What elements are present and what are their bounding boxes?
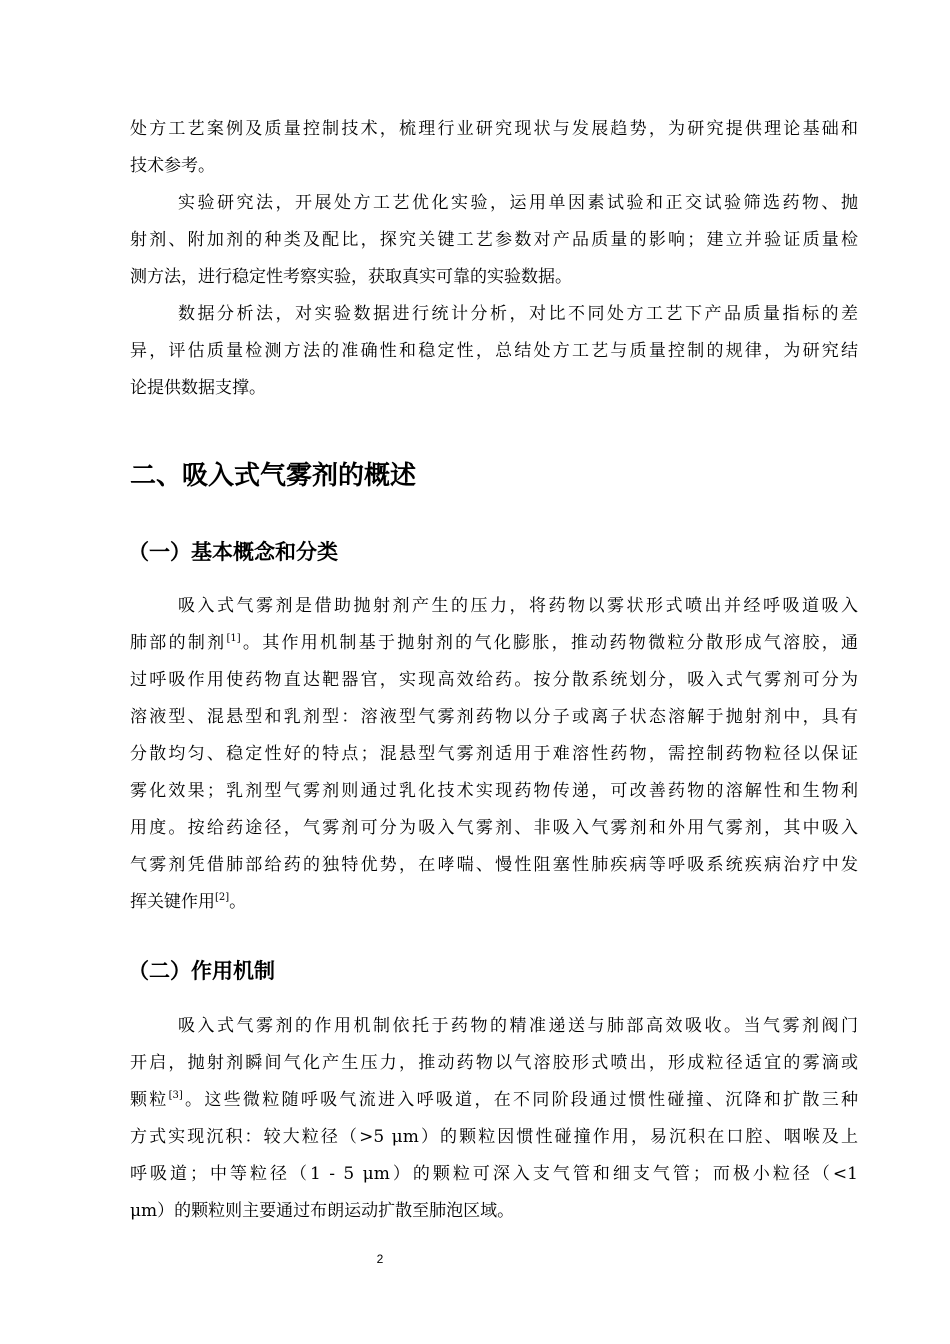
text-segment: 。这些微粒随呼吸气流进入呼吸道，在不同阶段通过惯性碰撞、沉降和扩散三种 [182, 1090, 859, 1110]
text-segment: 肺部的制剂 [130, 633, 227, 653]
text-line [130, 884, 858, 921]
citation-reference[interactable]: [2] [215, 892, 230, 903]
citation-reference[interactable]: [3] [168, 1090, 183, 1101]
text-line: 分散均匀、稳定性好的特点；混悬型气雾剂适用于难溶性药物，需控制药物粒径以保证 [130, 744, 858, 764]
text-line: 技术参考。 [130, 156, 215, 176]
text-line: 过呼吸作用使药物直达靶器官，实现高效给药。按分散系统划分，吸入式气雾剂可分为 [130, 670, 858, 690]
paragraph-research-methods-continued [130, 111, 858, 185]
text-line: 气雾剂凭借肺部给药的独特优势，在哮喘、慢性阻塞性肺疾病等呼吸系统疾病治疗中发 [130, 855, 858, 875]
text-line: 论提供数据支撑。 [130, 378, 266, 398]
text-line: 用度。按给药途径，气雾剂可分为吸入气雾剂、非吸入气雾剂和外用气雾剂，其中吸入 [130, 818, 858, 838]
text-line: 处方工艺案例及质量控制技术，梳理行业研究现状与发展趋势，为研究提供理论基础和 [130, 119, 858, 139]
paragraph-experimental-method [130, 185, 858, 296]
paragraph-basic-concepts [130, 588, 858, 921]
text-line: 开启，抛射剂瞬间气化产生压力，推动药物以气溶胶形式喷出，形成粒径适宜的雾滴或 [130, 1053, 858, 1073]
text-line: 溶液型、混悬型和乳剂型：溶液型气雾剂药物以分子或离子状态溶解于抛射剂中，具有 [130, 707, 858, 727]
section-heading-mechanism: （二）作用机制 [128, 959, 275, 983]
paragraph-mechanism [130, 1008, 858, 1230]
text-line: 射剂、附加剂的种类及配比，探究关键工艺参数对产品质量的影响；建立并验证质量检 [130, 230, 858, 250]
text-segment: 挥关键作用 [130, 892, 215, 912]
text-segment: 。其作用机制基于抛射剂的气化膨胀，推动药物微粒分散形成气溶胶，通 [240, 633, 859, 653]
text-line: 数据分析法，对实验数据进行统计分析，对比不同处方工艺下产品质量指标的差 [178, 304, 858, 324]
text-line: 雾化效果；乳剂型气雾剂则通过乳化技术实现药物传递，可改善药物的溶解性和生物利 [130, 781, 858, 801]
text-line: 实验研究法，开展处方工艺优化实验，运用单因素试验和正交试验筛选药物、抛 [178, 193, 858, 213]
section-heading-basic-concepts: （一）基本概念和分类 [128, 540, 338, 564]
text-segment: 。 [229, 892, 247, 912]
text-line [130, 625, 858, 662]
text-line: 方式实现沉积：较大粒径（>5 μm）的颗粒因惯性碰撞作用，易沉积在口腔、咽喉及上 [130, 1127, 858, 1147]
paragraph-data-analysis-method [130, 296, 858, 407]
chapter-heading: 二、吸入式气雾剂的概述 [130, 461, 417, 491]
page-number: 2 [376, 1252, 384, 1266]
text-line [130, 1082, 858, 1119]
text-line: μm）的颗粒则主要通过布朗运动扩散至肺泡区域。 [130, 1201, 515, 1221]
text-segment: 颗粒 [130, 1090, 169, 1110]
text-line: 呼吸道；中等粒径（1 - 5 μm）的颗粒可深入支气管和细支气管；而极小粒径（<1 [130, 1164, 858, 1184]
text-line: 吸入式气雾剂是借助抛射剂产生的压力，将药物以雾状形式喷出并经呼吸道吸入 [178, 596, 858, 616]
citation-reference[interactable]: [1] [226, 633, 241, 644]
text-line: 吸入式气雾剂的作用机制依托于药物的精准递送与肺部高效吸收。当气雾剂阀门 [178, 1016, 858, 1036]
text-line: 异，评估质量检测方法的准确性和稳定性，总结处方工艺与质量控制的规律，为研究结 [130, 341, 858, 361]
text-line: 测方法，进行稳定性考察实验，获取真实可靠的实验数据。 [130, 267, 572, 287]
